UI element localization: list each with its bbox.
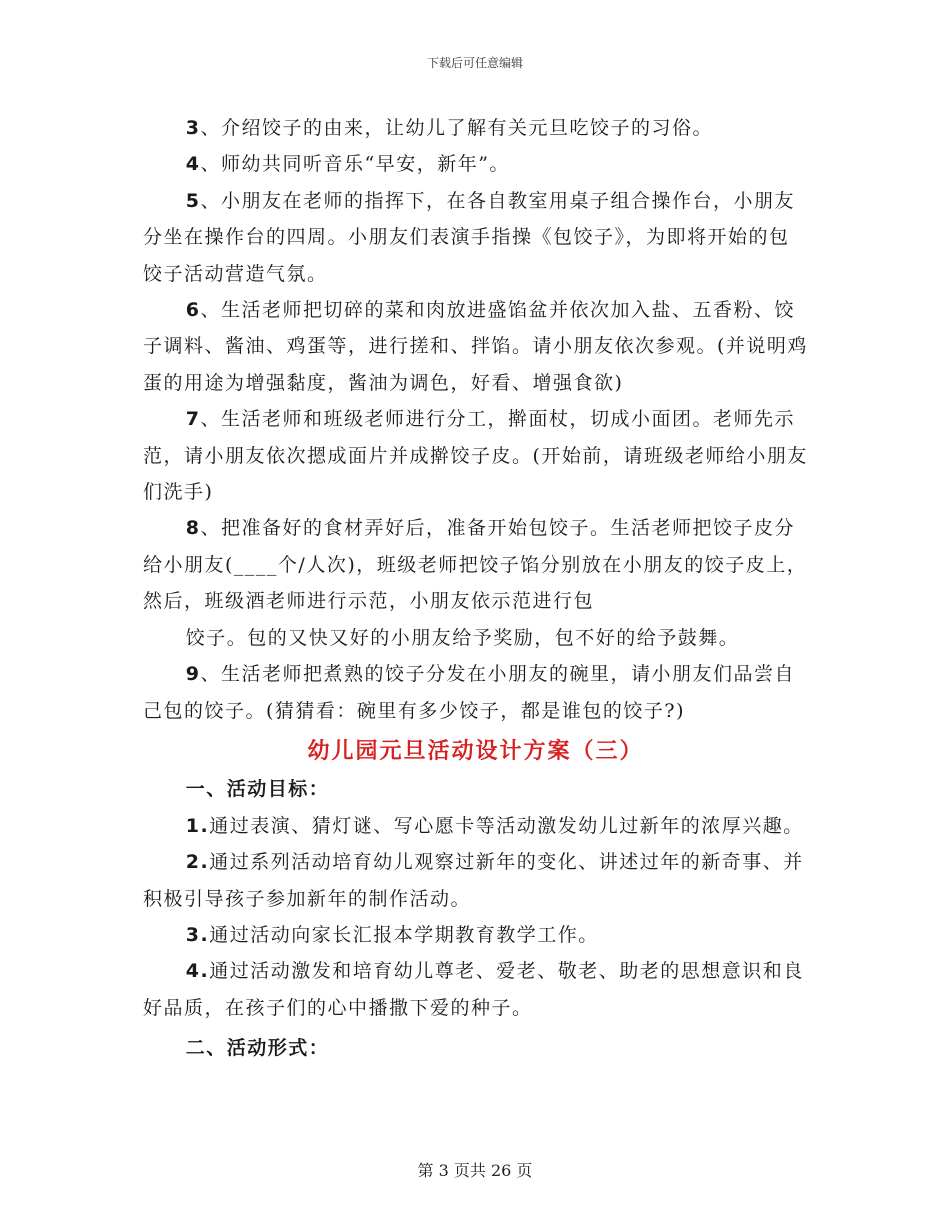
step-text: 、生活老师把切碎的菜和肉放进盛馅盆并依次加入盐、五香粉、饺子调料、酱油、鸡蛋等，进行搓和、拌馅。请小朋友依次参观。(并说明鸡蛋的用途为增强黏度，酱油为调色，好看、增强食欲) (143, 299, 808, 394)
paragraph-step-8 (143, 510, 808, 619)
goal-item-4 (143, 953, 808, 1026)
step-number: 4 (185, 153, 201, 176)
page-number-footer: 第 3 页共 26 页 (417, 1161, 533, 1180)
goal-text: 通过系列活动培育幼儿观察过新年的变化、讲述过年的新奇事、并积极引导孩子参加新年的制作活动。 (143, 851, 804, 910)
step-text: 、把准备好的食材弄好后，准备开始包饺子。生活老师把饺子皮分给小朋友(____个/人次)，班级老师把饺子馅分别放在小朋友的饺子皮上，然后，班级酒老师进行示范，小朋友依示范进行包 (143, 517, 808, 613)
goal-item-2 (143, 844, 808, 917)
step-number: 9 (185, 663, 201, 686)
paragraph-step-7 (143, 401, 808, 510)
paragraph-step-9 (143, 656, 808, 729)
paragraph-step-5 (143, 183, 808, 292)
step-text: 饺子。包的又快又好的小朋友给予奖励，包不好的给予鼓舞。 (185, 626, 740, 649)
step-text: 、介绍饺子的由来，让幼儿了解有关元旦吃饺子的习俗。 (200, 117, 713, 139)
step-number: 3 (185, 117, 201, 139)
heading-activity-forms: 二、活动形式： (185, 1037, 330, 1060)
goal-number: 1. (185, 814, 210, 837)
step-number: 7 (185, 408, 201, 431)
step-text: 、生活老师和班级老师进行分工，擀面杖，切成小面团。老师先示范，请小朋友依次摁成面片并成擀饺子皮。(开始前，请班级老师给小朋友们洗手) (143, 408, 808, 504)
step-text: 、小朋友在老师的指挥下，在各自教室用桌子组合操作台，小朋友分坐在操作台的四周。小朋友们表演手指操《包饺子》，为即将开始的包饺子活动营造气氛。 (143, 189, 795, 285)
section-title: 幼儿园元旦活动设计方案（三） (307, 737, 644, 764)
step-number: 6 (185, 299, 201, 322)
paragraph-step-6 (143, 292, 808, 401)
heading-activity-goals: 一、活动目标： (185, 778, 330, 801)
goal-number: 4. (185, 960, 210, 983)
goal-item-3 (143, 917, 808, 953)
goal-number: 2. (185, 851, 210, 874)
paragraph-step-4 (143, 146, 808, 182)
paragraph-step-3 (143, 110, 808, 146)
goal-text: 通过活动向家长汇报本学期教育教学工作。 (209, 923, 599, 946)
goal-text: 通过活动激发和培育幼儿尊老、爱老、敬老、助老的思想意识和良好品质，在孩子们的心中播撒下爱的种子。 (143, 960, 804, 1019)
goal-number: 3. (185, 923, 210, 946)
step-number: 8 (185, 517, 201, 540)
goal-text: 通过表演、猜灯谜、写心愿卡等活动激发幼儿过新年的浓厚兴趣。 (209, 814, 804, 837)
goal-item-1 (143, 808, 808, 844)
step-text: 、师幼共同听音乐“早安，新年”。 (200, 153, 510, 176)
paragraph-step-8-continued (143, 620, 808, 656)
step-number: 5 (185, 189, 201, 212)
document-body (143, 110, 808, 1067)
page-header-note: 下载后可任意编辑 (426, 56, 523, 70)
step-text: 、生活老师把煮熟的饺子分发在小朋友的碗里，请小朋友们品尝自己包的饺子。(猜猜看：碗里有多少饺子，都是谁包的饺子?) (143, 663, 795, 722)
